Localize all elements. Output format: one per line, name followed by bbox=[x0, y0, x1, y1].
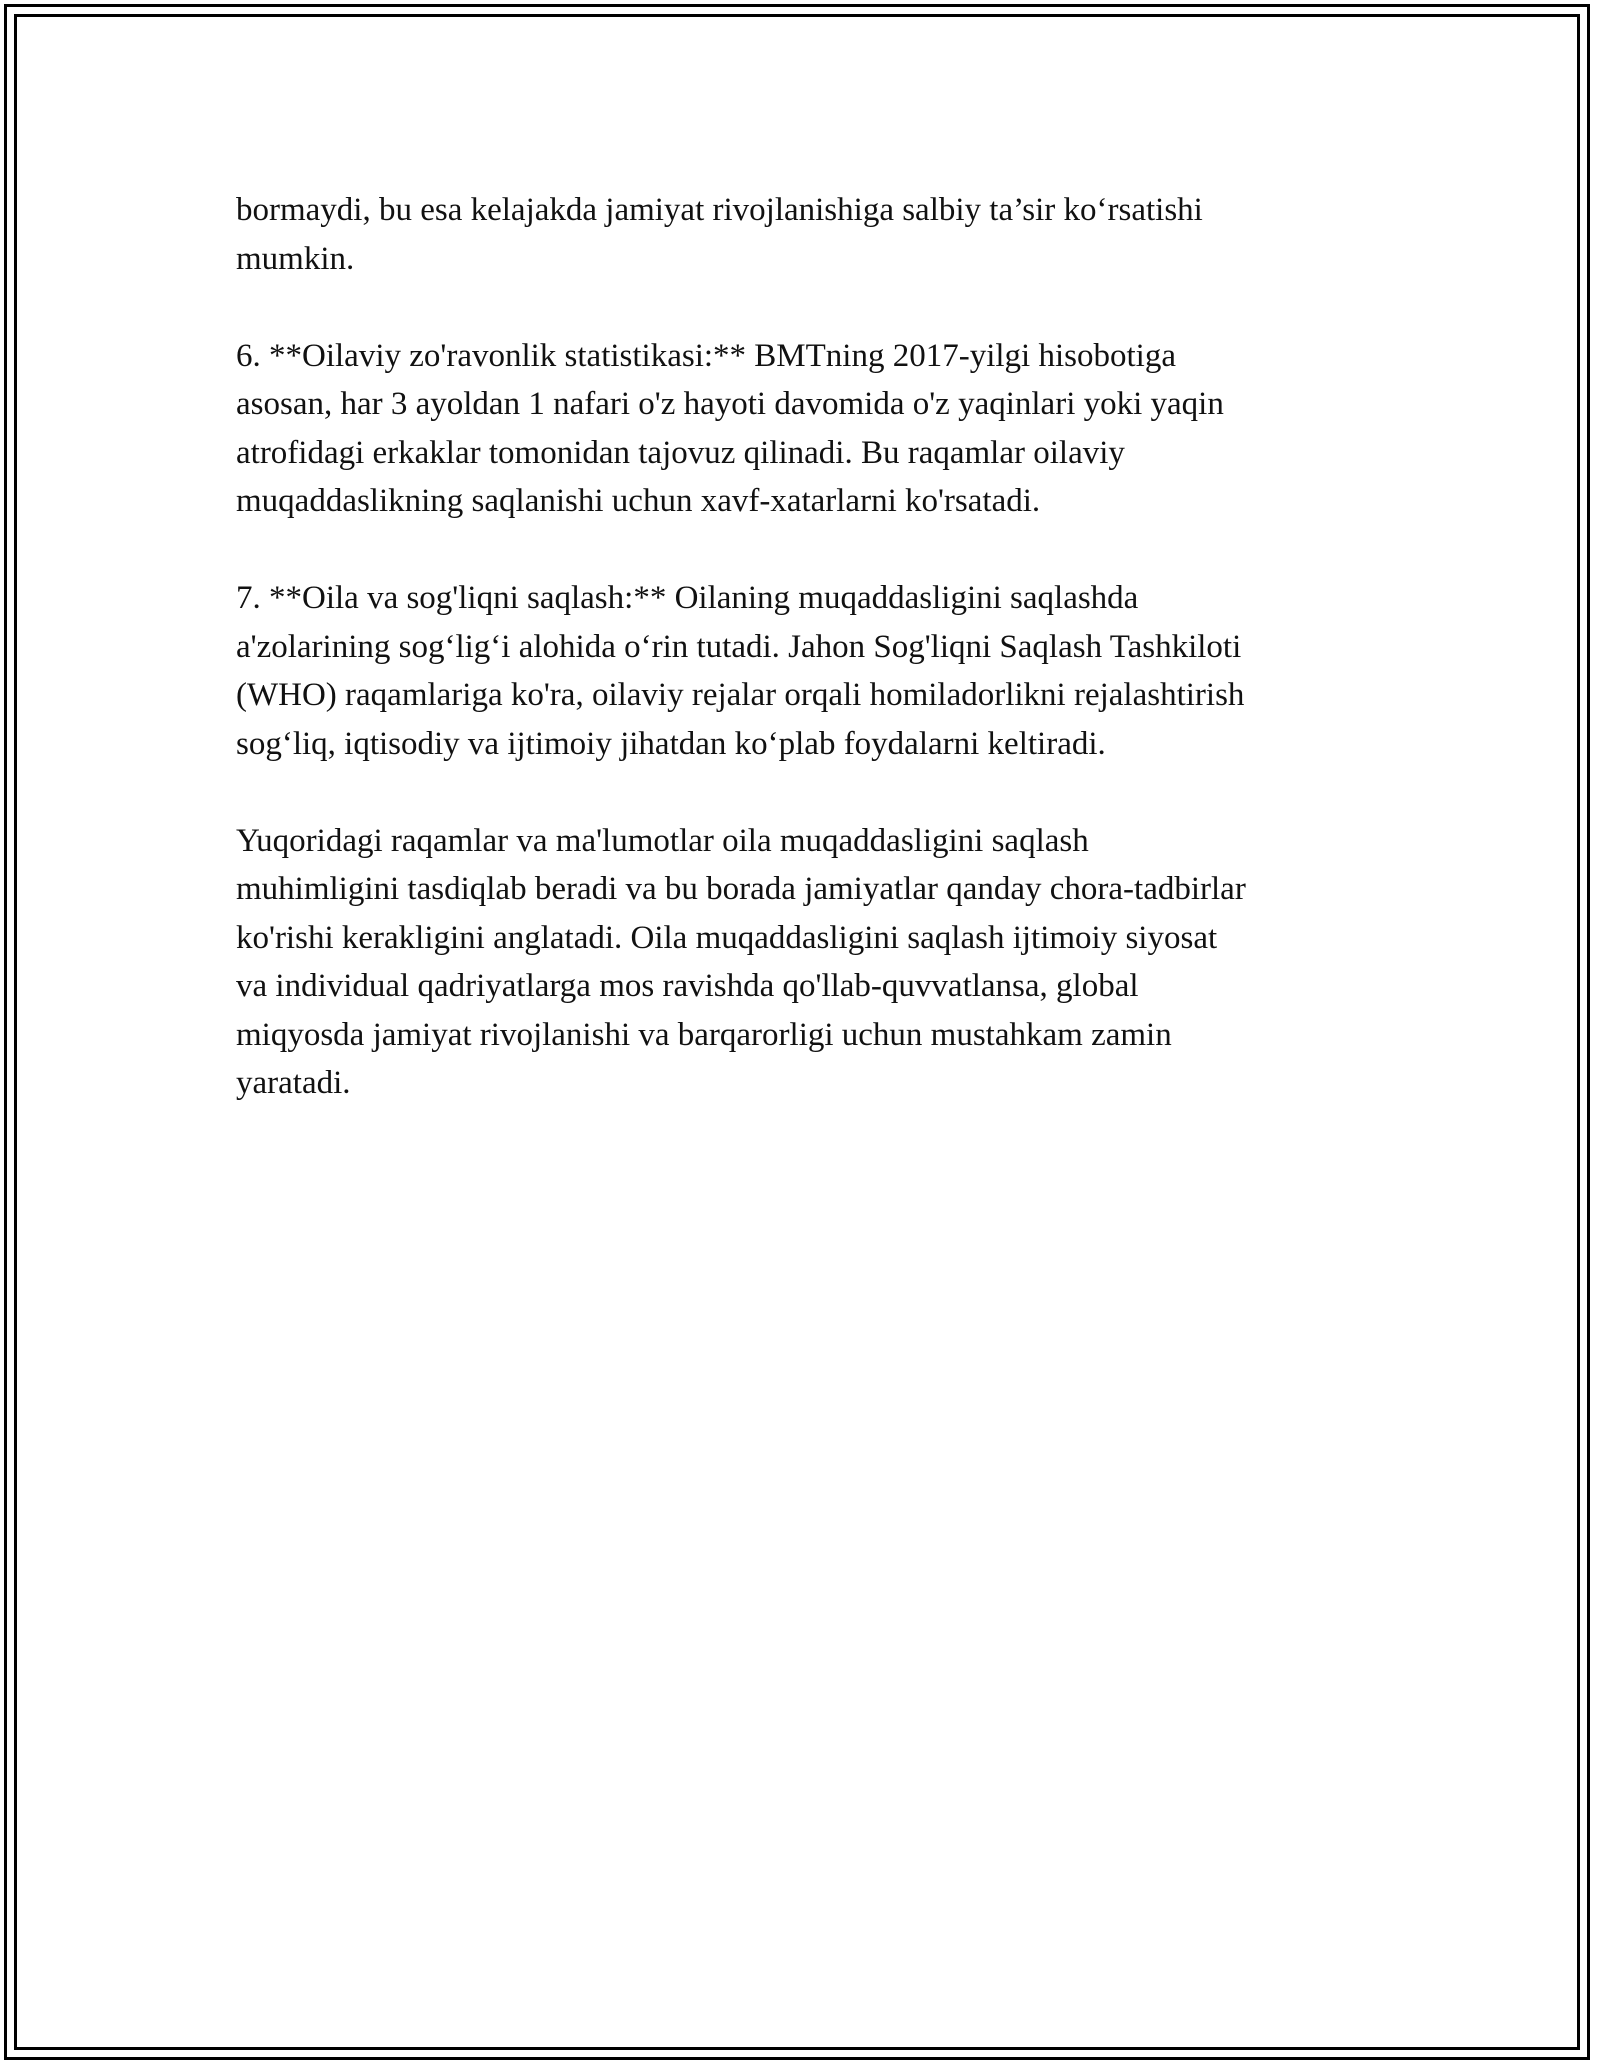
paragraph-item-6-domestic-violence: 6. **Oilaviy zo'ravonlik statistikasi:** BMTning 2017-yilgi hisobotiga asosan, har 3 ayoldan 1 nafari o'z hayoti davomida o'z yaqinlari yoki yaqin atrofidagi erkaklar tomonidan tajovuz qilinadi. Bu raqamlar oilaviy muqaddaslikning saqlanishi uchun xavf-xatarlarni ko'rsatadi. bbox=[236, 337, 1224, 519]
document-body bbox=[236, 186, 1366, 1156]
paragraph-conclusion: Yuqoridagi raqamlar va ma'lumotlar oila muqaddasligini saqlash muhimligini tasdiqlab beradi va bu borada jamiyatlar qanday chora-tadbirlar ko'rishi kerakligini anglatadi. Oila muqaddasligini saqlash ijtimoiy siyosat va individual qadriyatlarga mos ravishda qo'llab-quvvatlansa, global miqyosda jamiyat rivojlanishi va barqarorligi uchun mustahkam zamin yaratadi. bbox=[236, 822, 1246, 1101]
paragraph-continuation: bormaydi, bu esa kelajakda jamiyat rivojlanishiga salbiy ta’sir ko‘rsatishi mumkin. bbox=[236, 192, 1203, 277]
paragraph-item-7-family-health: 7. **Oila va sog'liqni saqlash:** Oilaning muqaddasligini saqlashda a'zolarining sog‘lig‘i alohida o‘rin tutadi. Jahon Sog'liqni Saqlash Tashkiloti (WHO) raqamlariga ko'ra, oilaviy rejalar orqali homiladorlikni rejalashtirish sog‘liq, iqtisodiy va ijtimoiy jihatdan ko‘plab foydalarni keltiradi. bbox=[236, 580, 1245, 762]
